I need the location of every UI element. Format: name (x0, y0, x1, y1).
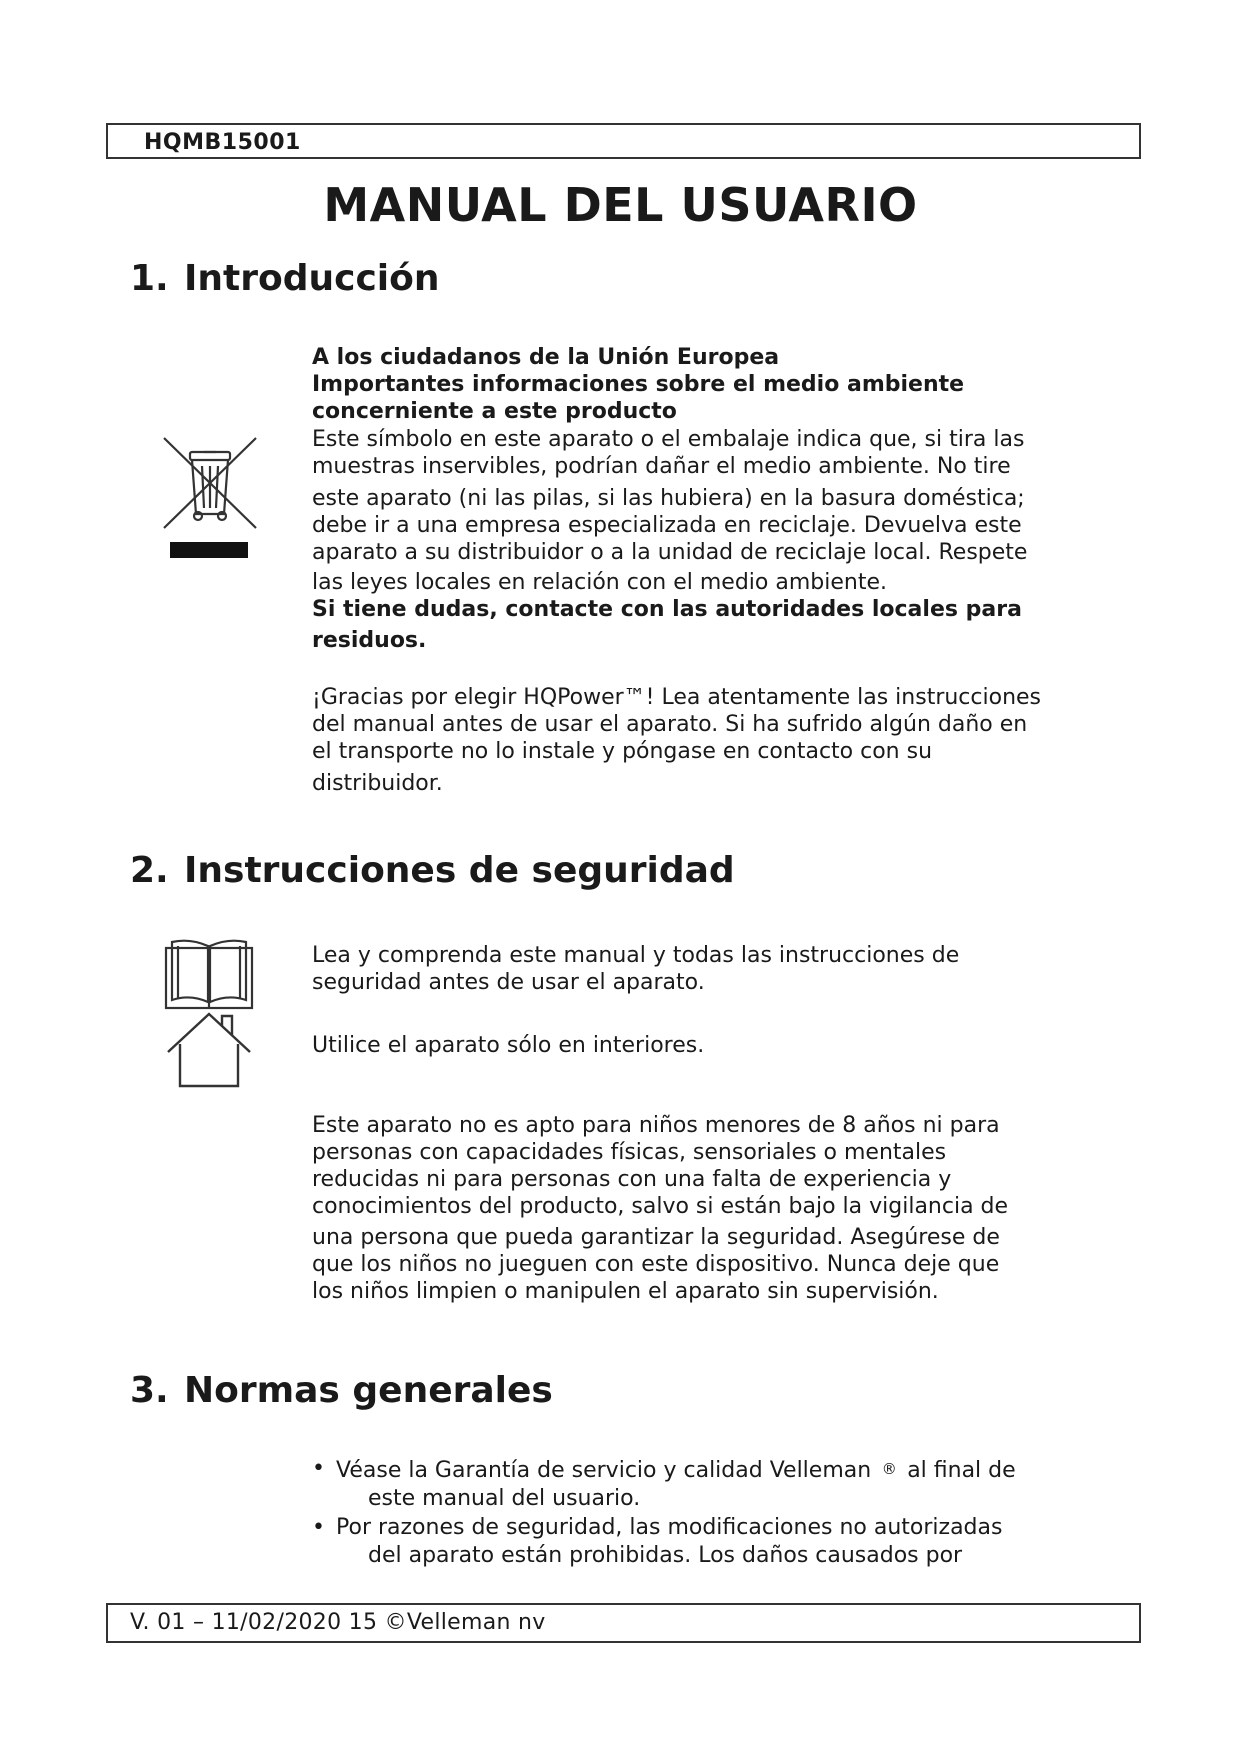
header-box (106, 123, 1141, 159)
read-manual-line: seguridad antes de usar el aparato. (312, 970, 705, 995)
bullet-continuation: del aparato están prohibidas. Los daños causados por (368, 1543, 963, 1568)
bullet-icon: • (312, 1456, 325, 1481)
section-1-heading (130, 258, 440, 299)
section-1-title: Introducción (184, 258, 440, 299)
children-warning-line: reducidas ni para personas con una falta de experiencia y (312, 1167, 952, 1192)
children-warning-line: Este aparato no es apto para niños menores de 8 años ni para (312, 1113, 1000, 1138)
eu-citizens-title: A los ciudadanos de la Unión Europea (312, 345, 780, 370)
thanks-line: ¡Gracias por elegir HQPower™! Lea atentamente las instrucciones (312, 685, 1042, 710)
env-body-line: aparato a su distribuidor o a la unidad de reciclaje local. Respete (312, 540, 1028, 565)
book-icon (164, 938, 254, 1012)
list-item (312, 1455, 1112, 1513)
env-body-line: debe ir a una empresa especializada en reciclaje. Devuelva este (312, 513, 1022, 538)
bullet-text-end: al final de (907, 1458, 1016, 1483)
section-1-number: 1. (130, 258, 169, 299)
thanks-line: distribuidor. (312, 771, 443, 796)
read-manual-line: Lea y comprenda este manual y todas las instrucciones de (312, 943, 960, 968)
section-3-heading (130, 1370, 553, 1411)
children-warning-line: que los niños no jueguen con este dispositivo. Nunca deje que (312, 1252, 1000, 1277)
bullet-icon: • (312, 1515, 325, 1540)
section-2-number: 2. (130, 850, 169, 891)
doubt-line: Si tiene dudas, contacte con las autoridades locales para (312, 597, 1022, 622)
bullet-text: Véase la Garantía de servicio y calidad Velleman (336, 1458, 872, 1483)
registered-mark: ® (881, 1460, 897, 1478)
section-3-number: 3. (130, 1370, 169, 1411)
indoor-use-text: Utilice el aparato sólo en interiores. (312, 1033, 705, 1058)
thanks-line: del manual antes de usar el aparato. Si ha sufrido algún daño en (312, 712, 1028, 737)
footer-text: V. 01 – 11/02/2020 15 ©Velleman nv (130, 1610, 546, 1635)
env-info-title-2: concerniente a este producto (312, 399, 677, 424)
house-icon (164, 1010, 254, 1090)
page-title: MANUAL DEL USUARIO (323, 178, 918, 232)
footer-box (106, 1603, 1141, 1643)
env-body-line: las leyes locales en relación con el medio ambiente. (312, 570, 887, 595)
section-3-title: Normas generales (184, 1370, 553, 1411)
bullet-line (312, 1455, 1112, 1485)
thanks-line: el transporte no lo instale y póngase en contacto con su (312, 739, 933, 764)
children-warning-line: los niños limpien o manipulen el aparato sin supervisión. (312, 1279, 939, 1304)
env-body-line: Este símbolo en este aparato o el embalaje indica que, si tira las (312, 427, 1025, 452)
model-number: HQMB15001 (144, 130, 301, 155)
env-info-title-1: Importantes informaciones sobre el medio ambiente (312, 372, 965, 397)
children-warning-line: personas con capacidades físicas, sensoriales o mentales (312, 1140, 947, 1165)
bullet-continuation: este manual del usuario. (368, 1486, 641, 1511)
env-body-line: muestras inservibles, podrían dañar el medio ambiente. No tire (312, 454, 1011, 479)
doubt-line: residuos. (312, 628, 427, 653)
bullet-text: Por razones de seguridad, las modificaciones no autorizadas (336, 1515, 1003, 1540)
section-2-heading (130, 850, 735, 891)
weee-crossed-bin-icon (160, 432, 260, 568)
children-warning-line: conocimientos del producto, salvo si están bajo la vigilancia de (312, 1194, 1009, 1219)
section-2-title: Instrucciones de seguridad (184, 850, 735, 891)
env-body-line: este aparato (ni las pilas, si las hubiera) en la basura doméstica; (312, 486, 1025, 511)
list-item (312, 1514, 1112, 1570)
children-warning-line: una persona que pueda garantizar la seguridad. Asegúrese de (312, 1225, 1000, 1250)
